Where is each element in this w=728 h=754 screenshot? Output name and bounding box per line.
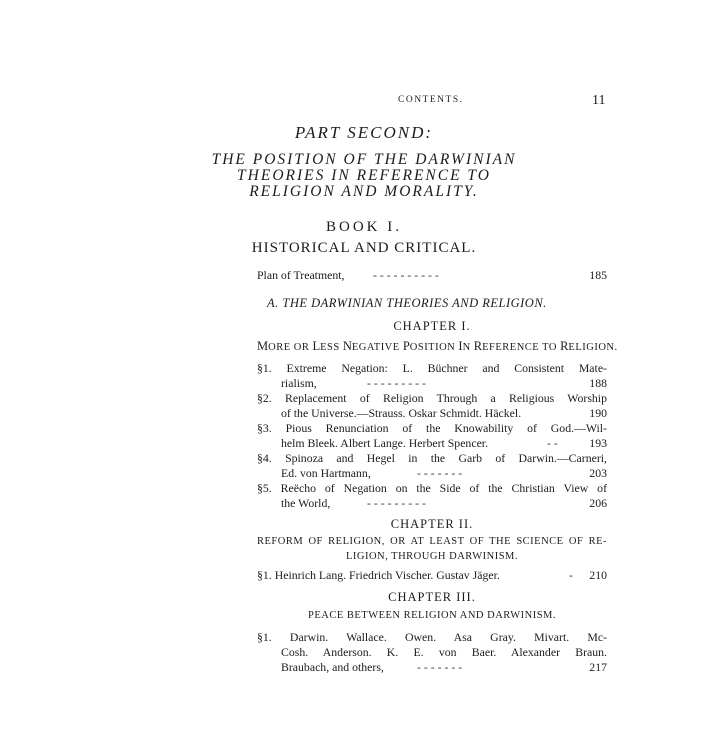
toc-page-number: 206 [589, 496, 607, 510]
toc-entry-text: Ed. von Hartmann, [281, 466, 371, 480]
toc-leaders: - - - - - - - [417, 660, 463, 674]
toc-page-number: 185 [589, 268, 607, 282]
toc-page-number: 210 [589, 568, 607, 582]
toc-page-number: 193 [589, 436, 607, 450]
book-subtitle: HISTORICAL AND CRITICAL. [251, 240, 477, 256]
toc-entry[interactable] [257, 496, 607, 511]
toc-leaders: - - - - - - - - - [367, 376, 426, 390]
chapter-title-part: N [462, 342, 474, 353]
chapter-title-part: I [458, 339, 463, 353]
chapter-title-part: OSITION [409, 342, 459, 353]
chapter-title-part: R [560, 339, 569, 353]
toc-entry-text: of the Universe.—Strauss. Oskar Schmidt. Häckel. [281, 406, 522, 420]
chapter-title-part: EFERENCE TO [482, 342, 561, 353]
toc-entry-line[interactable]: §1. Darwin. Wallace. Owen. Asa Gray. Mivart. Mc- [257, 630, 607, 644]
chapter-title-1 [257, 339, 618, 354]
chapter-title-part: L [312, 339, 321, 353]
toc-leaders: - - - - - - - [417, 466, 463, 480]
chapter-title-3: PEACE BETWEEN RELIGION AND DARWINISM. [307, 610, 557, 621]
chapter-title-2-line-2: LIGION, THROUGH DARWINISM. [345, 551, 519, 562]
toc-entry-line[interactable]: §1. Extreme Negation: L. Büchner and Consistent Mate- [257, 361, 607, 375]
part-title-line-2: THEORIES IN REFERENCE TO [237, 167, 491, 184]
toc-page-number: 188 [589, 376, 607, 390]
toc-entry[interactable] [257, 466, 607, 481]
book-heading: BOOK I. [326, 219, 402, 235]
toc-entry-line[interactable]: §4. Spinoza and Hegel in the Garb of Darwin.—Carneri, [257, 451, 607, 465]
running-head-title: CONTENTS. [398, 95, 464, 105]
toc-entry[interactable] [257, 436, 607, 451]
division-heading: A. THE DARWINIAN THEORIES AND RELIGION. [267, 296, 547, 310]
chapter-heading-2: CHAPTER II. [390, 517, 474, 531]
part-heading: PART SECOND: [294, 123, 434, 142]
toc-entry-text: Braubach, and others, [281, 660, 384, 674]
toc-entry-text: helm Bleek. Albert Lange. Herbert Spencer. [281, 436, 489, 450]
toc-entry-line[interactable]: §5. Reëcho of Negation on the Side of the Christian View of [257, 481, 607, 495]
toc-entry[interactable] [257, 406, 607, 421]
toc-page-number: 203 [589, 466, 607, 480]
toc-entry[interactable] [257, 660, 607, 675]
chapter-title-part: N [342, 339, 352, 353]
chapter-title-part: ESS [320, 342, 343, 353]
page-number: 11 [592, 93, 606, 108]
part-title-line-1: THE POSITION OF THE DARWINIAN [211, 151, 517, 168]
chapter-title-part: P [402, 339, 410, 353]
chapter-heading-3: CHAPTER III. [388, 590, 476, 604]
toc-page-number: 190 [589, 406, 607, 420]
toc-entry-line[interactable]: §2. Replacement of Religion Through a Religious Worship [257, 391, 607, 405]
toc-leaders: - - - - - - - - - [367, 496, 426, 510]
toc-entry-text: rialism, [281, 376, 317, 390]
part-title-line-3: RELIGION AND MORALITY. [249, 183, 479, 200]
toc-entry[interactable] [257, 376, 607, 391]
chapter-title-part: ELIGION. [568, 342, 618, 353]
chapter-title-part: M [257, 339, 269, 353]
running-head [0, 93, 728, 109]
chapter-heading-1: CHAPTER I. [393, 319, 471, 333]
toc-entry[interactable] [257, 568, 607, 583]
toc-entry-plan[interactable] [257, 268, 607, 283]
toc-entry-line[interactable]: Cosh. Anderson. K. E. von Baer. Alexander Braun. [281, 645, 607, 659]
chapter-title-2-line-1: REFORM OF RELIGION, OR AT LEAST OF THE SCIENCE OF RE- [257, 536, 607, 547]
toc-leaders: - - [547, 436, 558, 450]
toc-entry-text: Plan of Treatment, [257, 268, 345, 282]
table-of-contents [257, 268, 618, 728]
toc-entry-line[interactable]: §3. Pious Renunciation of the Knowability of God.—Wil- [257, 421, 607, 435]
chapter-title-part: EGATIVE [351, 342, 403, 353]
chapter-title-part: ORE OR [268, 342, 313, 353]
toc-leaders: - [569, 568, 573, 582]
toc-leaders: - - - - - - - - - - [373, 268, 439, 282]
toc-page-number: 217 [589, 660, 607, 674]
toc-entry-text: §1. Heinrich Lang. Friedrich Vischer. Gustav Jäger. [257, 568, 500, 582]
chapter-title-part: R [473, 339, 483, 353]
toc-entry-text: the World, [281, 496, 331, 510]
